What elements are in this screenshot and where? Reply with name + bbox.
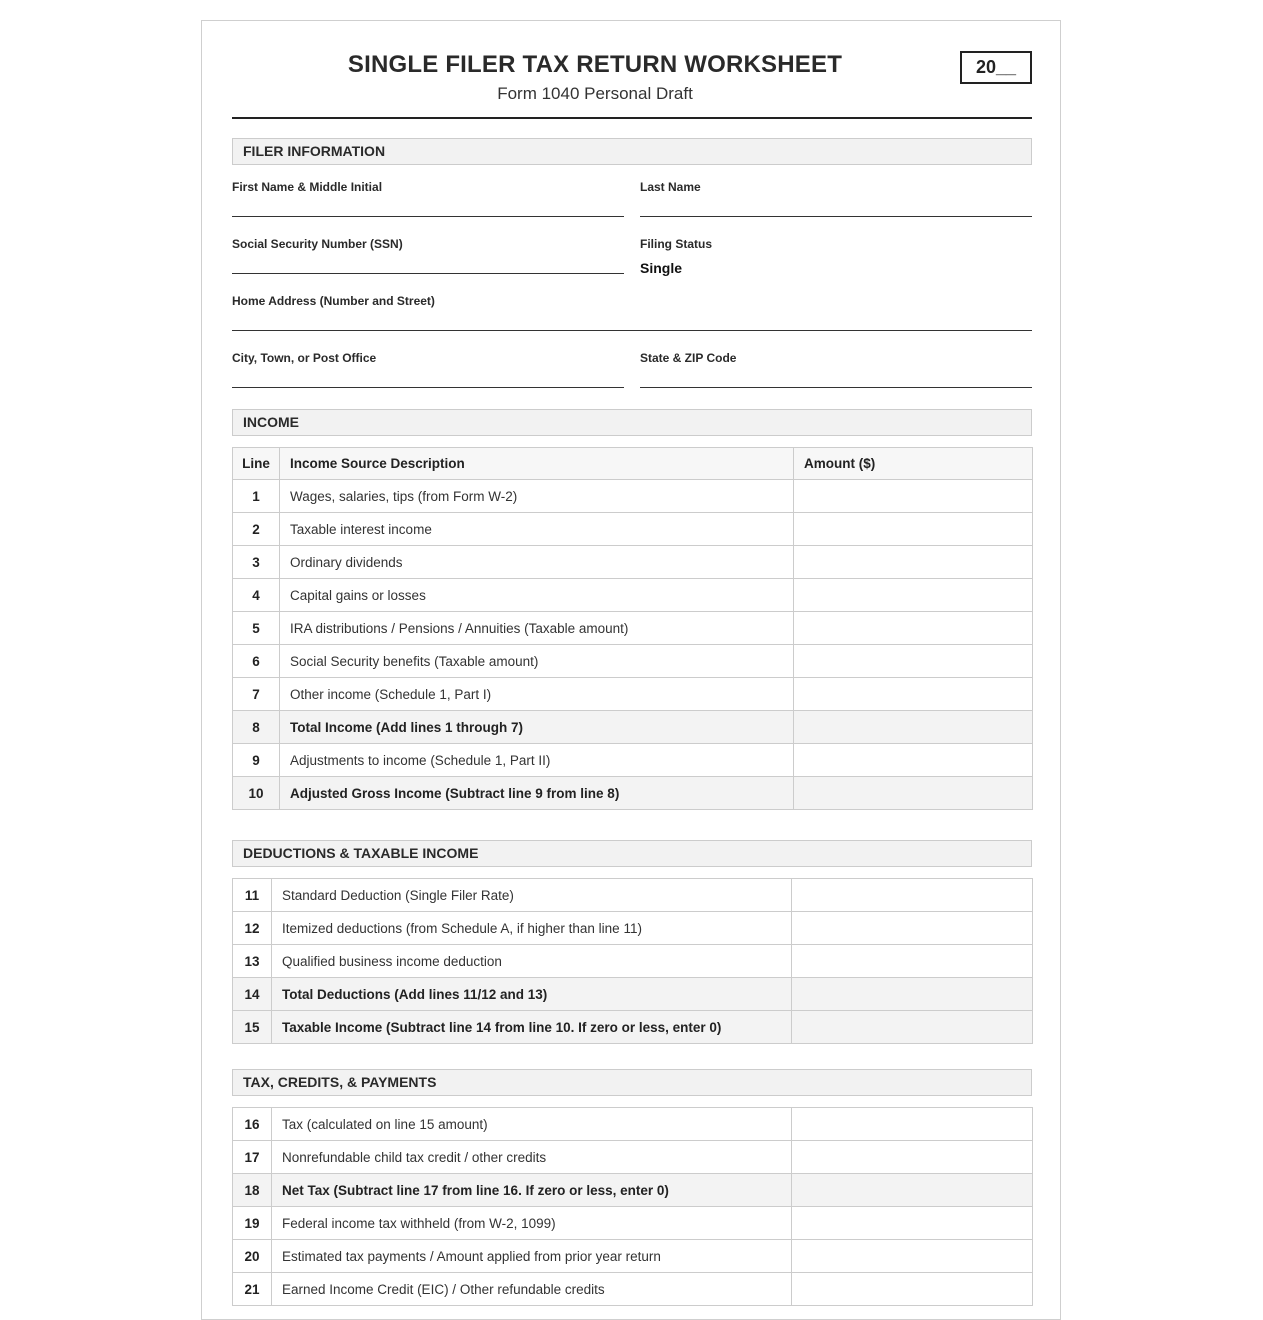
line-number: 11 [233, 879, 272, 912]
filing-status-label: Filing Status [640, 237, 712, 251]
column-header-description: Income Source Description [280, 448, 794, 480]
column-header-line: Line [233, 448, 280, 480]
table-row [233, 1273, 1033, 1306]
line-number: 5 [233, 612, 280, 645]
line-number: 12 [233, 912, 272, 945]
tax-table [232, 1107, 1033, 1306]
table-row [233, 513, 1033, 546]
line-number: 20 [233, 1240, 272, 1273]
line-number: 19 [233, 1207, 272, 1240]
last-name-label: Last Name [640, 180, 701, 194]
amount-cell[interactable] [794, 711, 1033, 744]
deductions-table [232, 878, 1033, 1044]
table-row [233, 612, 1033, 645]
amount-cell[interactable] [794, 480, 1033, 513]
tax-year-field[interactable]: 20__ [960, 51, 1032, 84]
total-row [233, 978, 1033, 1011]
line-description: Social Security benefits (Taxable amount) [280, 645, 794, 678]
line-description: IRA distributions / Pensions / Annuities (Taxable amount) [280, 612, 794, 645]
line-description: Standard Deduction (Single Filer Rate) [272, 879, 792, 912]
line-description: Taxable Income (Subtract line 14 from line 10. If zero or less, enter 0) [272, 1011, 792, 1044]
line-number: 3 [233, 546, 280, 579]
line-number: 8 [233, 711, 280, 744]
table-row [233, 678, 1033, 711]
table-row [233, 480, 1033, 513]
section-header-filer-information: FILER INFORMATION [232, 138, 1032, 165]
ssn-field[interactable] [232, 233, 624, 274]
home-address-field[interactable] [232, 290, 1032, 331]
line-number: 6 [233, 645, 280, 678]
line-description: Net Tax (Subtract line 17 from line 16. If zero or less, enter 0) [272, 1174, 792, 1207]
worksheet-content [232, 21, 1032, 1297]
line-description: Adjustments to income (Schedule 1, Part II) [280, 744, 794, 777]
line-description: Total Income (Add lines 1 through 7) [280, 711, 794, 744]
line-description: Capital gains or losses [280, 579, 794, 612]
line-description: Taxable interest income [280, 513, 794, 546]
total-row [233, 1011, 1033, 1044]
line-number: 18 [233, 1174, 272, 1207]
worksheet-header [232, 21, 1032, 119]
amount-cell[interactable] [794, 546, 1033, 579]
city-label: City, Town, or Post Office [232, 351, 377, 365]
line-description: Federal income tax withheld (from W-2, 1099) [272, 1207, 792, 1240]
amount-cell[interactable] [792, 1174, 1033, 1207]
income-table-header [233, 448, 1033, 480]
line-description: Nonrefundable child tax credit / other credits [272, 1141, 792, 1174]
filing-status-field [640, 233, 1032, 274]
amount-cell[interactable] [794, 513, 1033, 546]
amount-cell[interactable] [794, 744, 1033, 777]
amount-cell[interactable] [792, 1011, 1033, 1044]
line-description: Wages, salaries, tips (from Form W-2) [280, 480, 794, 513]
total-row [233, 711, 1033, 744]
home-address-label: Home Address (Number and Street) [232, 294, 435, 308]
line-number: 14 [233, 978, 272, 1011]
last-name-field[interactable] [640, 176, 1032, 217]
page-title: SINGLE FILER TAX RETURN WORKSHEET [347, 51, 843, 78]
amount-cell[interactable] [792, 1141, 1033, 1174]
table-row [233, 1141, 1033, 1174]
section-header-income: INCOME [232, 409, 1032, 436]
amount-cell[interactable] [792, 1273, 1033, 1306]
filing-status-value: Single [640, 260, 683, 276]
total-row [233, 1174, 1033, 1207]
amount-cell[interactable] [794, 612, 1033, 645]
amount-cell[interactable] [794, 777, 1033, 810]
state-zip-field[interactable] [640, 347, 1032, 388]
line-description: Adjusted Gross Income (Subtract line 9 from line 8) [280, 777, 794, 810]
line-description: Other income (Schedule 1, Part I) [280, 678, 794, 711]
line-number: 21 [233, 1273, 272, 1306]
amount-cell[interactable] [792, 1240, 1033, 1273]
city-field[interactable] [232, 347, 624, 388]
state-zip-label: State & ZIP Code [640, 351, 737, 365]
amount-cell[interactable] [792, 1108, 1033, 1141]
amount-cell[interactable] [794, 645, 1033, 678]
table-row [233, 1108, 1033, 1141]
amount-cell[interactable] [794, 678, 1033, 711]
line-number: 2 [233, 513, 280, 546]
table-row [233, 1240, 1033, 1273]
table-row [233, 1207, 1033, 1240]
amount-cell[interactable] [792, 912, 1033, 945]
line-number: 13 [233, 945, 272, 978]
ssn-label: Social Security Number (SSN) [232, 237, 403, 251]
line-number: 10 [233, 777, 280, 810]
line-description: Tax (calculated on line 15 amount) [272, 1108, 792, 1141]
line-description: Total Deductions (Add lines 11/12 and 13) [272, 978, 792, 1011]
line-description: Estimated tax payments / Amount applied from prior year return [272, 1240, 792, 1273]
line-description: Ordinary dividends [280, 546, 794, 579]
line-number: 15 [233, 1011, 272, 1044]
table-row [233, 645, 1033, 678]
section-header-deductions: DEDUCTIONS & TAXABLE INCOME [232, 840, 1032, 867]
page-subtitle: Form 1040 Personal Draft [497, 84, 693, 103]
first-name-field[interactable] [232, 176, 624, 217]
line-number: 4 [233, 579, 280, 612]
table-row [233, 879, 1033, 912]
line-description: Itemized deductions (from Schedule A, if higher than line 11) [272, 912, 792, 945]
worksheet-page [201, 20, 1061, 1320]
line-number: 7 [233, 678, 280, 711]
line-description: Earned Income Credit (EIC) / Other refundable credits [272, 1273, 792, 1306]
amount-cell[interactable] [792, 1207, 1033, 1240]
total-row [233, 777, 1033, 810]
table-row [233, 945, 1033, 978]
table-row [233, 744, 1033, 777]
amount-cell[interactable] [792, 945, 1033, 978]
income-table [232, 447, 1033, 810]
section-header-tax-credits-payments: TAX, CREDITS, & PAYMENTS [232, 1069, 1032, 1096]
line-number: 9 [233, 744, 280, 777]
amount-cell[interactable] [792, 978, 1033, 1011]
first-name-label: First Name & Middle Initial [232, 180, 383, 194]
column-header-amount: Amount ($) [794, 448, 1033, 480]
line-number: 1 [233, 480, 280, 513]
line-number: 16 [233, 1108, 272, 1141]
line-number: 17 [233, 1141, 272, 1174]
amount-cell[interactable] [794, 579, 1033, 612]
line-description: Qualified business income deduction [272, 945, 792, 978]
table-row [233, 546, 1033, 579]
table-row [233, 912, 1033, 945]
table-row [233, 579, 1033, 612]
amount-cell[interactable] [792, 879, 1033, 912]
